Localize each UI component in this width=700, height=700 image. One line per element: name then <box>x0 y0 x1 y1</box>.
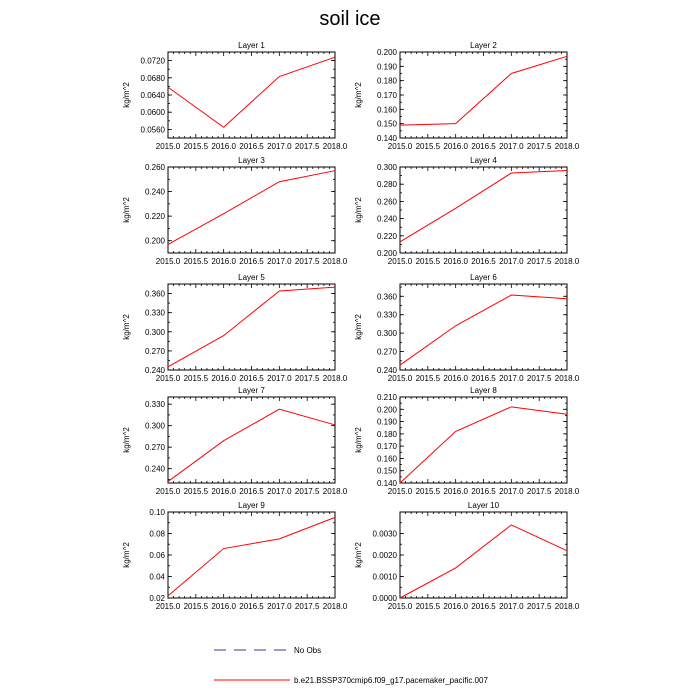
x-tick-label: 2017.0 <box>499 142 524 151</box>
y-tick-label: 0.240 <box>144 464 165 474</box>
y-axis-label: kg/m^2 <box>354 427 363 453</box>
series-line <box>400 407 567 483</box>
y-tick-label: 0.300 <box>144 421 165 431</box>
plot-frame <box>168 52 335 138</box>
x-tick-label: 2018.0 <box>554 487 580 496</box>
x-tick-label: 2017.5 <box>526 487 552 496</box>
x-tick-label: 2018.0 <box>554 142 580 151</box>
y-tick-label: 0.240 <box>376 214 397 224</box>
series-line <box>168 171 335 245</box>
x-tick-label: 2017.5 <box>294 487 320 496</box>
panel-layer-3 <box>122 156 348 266</box>
x-tick-label: 2015.0 <box>387 142 413 151</box>
panel-title: Layer 8 <box>470 386 497 395</box>
plot-frame <box>400 52 567 138</box>
x-tick-label: 2016.5 <box>239 142 264 151</box>
y-tick-label: 0.270 <box>144 346 165 356</box>
panel-title: Layer 7 <box>238 386 265 395</box>
x-tick-label: 2017.0 <box>499 602 524 611</box>
x-tick-label: 2017.5 <box>526 374 552 383</box>
y-tick-label: 0.0720 <box>140 56 165 66</box>
y-tick-label: 0.360 <box>376 292 397 302</box>
plot-frame <box>168 397 335 483</box>
panel-layer-10 <box>354 501 580 611</box>
y-tick-label: 0.190 <box>376 417 397 427</box>
y-tick-label: 0.0560 <box>140 125 165 135</box>
series-line <box>168 409 335 481</box>
x-tick-label: 2017.0 <box>267 602 292 611</box>
x-tick-label: 2017.5 <box>526 142 552 151</box>
legend <box>214 646 488 685</box>
x-tick-label: 2016.0 <box>211 142 236 151</box>
x-tick-label: 2015.0 <box>155 602 181 611</box>
y-axis-label: kg/m^2 <box>122 427 131 453</box>
x-tick-label: 2015.5 <box>183 142 209 151</box>
y-tick-label: 0.200 <box>144 236 165 246</box>
series-line <box>400 295 567 365</box>
y-tick-label: 0.0640 <box>140 91 165 100</box>
y-tick-label: 0.190 <box>376 62 397 72</box>
x-tick-label: 2017.5 <box>526 602 552 611</box>
y-tick-label: 0.180 <box>376 76 397 86</box>
plot-frame <box>400 512 567 598</box>
panel-layer-2 <box>354 41 580 151</box>
y-tick-label: 0.140 <box>376 479 397 488</box>
x-tick-label: 2017.0 <box>499 487 524 496</box>
x-tick-label: 2015.0 <box>155 487 181 496</box>
x-tick-label: 2017.5 <box>526 257 552 266</box>
plot-frame <box>400 167 567 253</box>
legend-obs-label: No Obs <box>294 646 322 655</box>
y-tick-label: 0.360 <box>144 289 165 299</box>
series-line <box>400 56 567 125</box>
series-line <box>400 525 567 598</box>
y-tick-label: 0.0020 <box>372 551 397 560</box>
y-tick-label: 0.300 <box>376 163 397 172</box>
panel-title: Layer 6 <box>470 273 497 282</box>
y-tick-label: 0.02 <box>149 594 165 603</box>
panels <box>122 41 580 611</box>
panel-layer-7 <box>122 386 348 496</box>
x-tick-label: 2016.0 <box>211 257 236 266</box>
y-tick-label: 0.240 <box>376 366 397 375</box>
x-tick-label: 2017.0 <box>267 142 292 151</box>
x-tick-label: 2017.0 <box>267 374 292 383</box>
series-line <box>400 170 567 241</box>
plot-frame <box>168 512 335 598</box>
figure-title: soil ice <box>319 8 381 30</box>
x-tick-label: 2015.0 <box>155 374 181 383</box>
x-tick-label: 2018.0 <box>554 602 580 611</box>
panel-layer-5 <box>122 273 348 383</box>
x-tick-label: 2016.5 <box>239 257 264 266</box>
y-tick-label: 0.260 <box>144 163 165 172</box>
x-tick-label: 2016.5 <box>471 257 496 266</box>
y-axis-label: kg/m^2 <box>354 82 363 108</box>
legend-model-label: b.e21.BSSP370cmip6.f09_g17.pacemaker_pacific.007 <box>294 676 488 685</box>
x-tick-label: 2018.0 <box>554 257 580 266</box>
x-tick-label: 2016.5 <box>471 374 496 383</box>
x-tick-label: 2015.0 <box>387 487 413 496</box>
x-tick-label: 2017.0 <box>499 374 524 383</box>
series-line <box>168 57 335 127</box>
y-tick-label: 0.270 <box>376 347 397 357</box>
y-tick-label: 0.0600 <box>140 108 165 118</box>
y-tick-label: 0.220 <box>376 231 397 241</box>
x-tick-label: 2015.0 <box>155 142 181 151</box>
x-tick-label: 2018.0 <box>322 602 348 611</box>
x-tick-label: 2016.5 <box>239 374 264 383</box>
x-tick-label: 2016.5 <box>471 602 496 611</box>
y-axis-label: kg/m^2 <box>354 542 363 568</box>
y-axis-label: kg/m^2 <box>122 314 131 340</box>
y-tick-label: 0.330 <box>376 310 397 320</box>
y-axis-label: kg/m^2 <box>122 197 131 223</box>
y-axis-label: kg/m^2 <box>122 542 131 568</box>
panel-title: Layer 5 <box>238 273 265 282</box>
x-tick-label: 2015.5 <box>183 487 209 496</box>
x-tick-label: 2018.0 <box>322 142 348 151</box>
y-tick-label: 0.150 <box>376 466 397 476</box>
x-tick-label: 2016.5 <box>471 487 496 496</box>
y-tick-label: 0.140 <box>376 134 397 143</box>
y-tick-label: 0.260 <box>376 197 397 207</box>
x-tick-label: 2016.0 <box>211 602 236 611</box>
y-tick-label: 0.0680 <box>140 73 165 83</box>
panel-layer-4 <box>354 156 580 266</box>
x-tick-label: 2016.0 <box>443 374 468 383</box>
y-tick-label: 0.200 <box>376 48 397 57</box>
x-tick-label: 2016.0 <box>443 487 468 496</box>
y-tick-label: 0.180 <box>376 429 397 439</box>
x-tick-label: 2018.0 <box>322 374 348 383</box>
panel-title: Layer 3 <box>238 156 265 165</box>
y-tick-label: 0.150 <box>376 119 397 129</box>
y-tick-label: 0.280 <box>376 180 397 190</box>
y-axis-label: kg/m^2 <box>122 82 131 108</box>
panel-title: Layer 10 <box>467 501 500 510</box>
y-tick-label: 0.0000 <box>372 594 397 603</box>
x-tick-label: 2018.0 <box>322 257 348 266</box>
y-axis-label: kg/m^2 <box>354 197 363 223</box>
x-tick-label: 2016.0 <box>443 142 468 151</box>
y-tick-label: 0.0010 <box>372 572 397 582</box>
x-tick-label: 2016.5 <box>239 602 264 611</box>
x-tick-label: 2016.0 <box>443 257 468 266</box>
x-tick-label: 2017.5 <box>294 142 320 151</box>
x-tick-label: 2015.0 <box>155 257 181 266</box>
y-tick-label: 0.300 <box>376 329 397 339</box>
y-tick-label: 0.170 <box>376 442 397 452</box>
x-tick-label: 2015.0 <box>387 257 413 266</box>
x-tick-label: 2016.0 <box>211 374 236 383</box>
x-tick-label: 2017.5 <box>294 374 320 383</box>
series-line <box>168 517 335 595</box>
x-tick-label: 2018.0 <box>554 374 580 383</box>
y-tick-label: 0.220 <box>144 212 165 222</box>
y-tick-label: 0.200 <box>376 249 397 258</box>
panel-layer-6 <box>354 273 580 383</box>
x-tick-label: 2017.0 <box>499 257 524 266</box>
plot-frame <box>168 284 335 370</box>
x-tick-label: 2015.5 <box>183 374 209 383</box>
y-tick-label: 0.04 <box>149 572 165 582</box>
y-tick-label: 0.06 <box>149 551 165 560</box>
plot-frame <box>168 167 335 253</box>
x-tick-label: 2018.0 <box>322 487 348 496</box>
x-tick-label: 2017.5 <box>294 602 320 611</box>
y-tick-label: 0.330 <box>144 400 165 410</box>
panel-title: Layer 4 <box>470 156 497 165</box>
x-tick-label: 2015.5 <box>415 602 441 611</box>
y-tick-label: 0.160 <box>376 454 397 464</box>
plot-frame <box>400 397 567 483</box>
x-tick-label: 2015.5 <box>415 374 441 383</box>
y-tick-label: 0.0030 <box>372 529 397 539</box>
x-tick-label: 2015.5 <box>183 257 209 266</box>
y-tick-label: 0.210 <box>376 393 397 402</box>
y-tick-label: 0.200 <box>376 405 397 415</box>
y-tick-label: 0.330 <box>144 308 165 318</box>
x-tick-label: 2016.5 <box>239 487 264 496</box>
x-tick-label: 2015.5 <box>415 257 441 266</box>
x-tick-label: 2015.5 <box>183 602 209 611</box>
x-tick-label: 2015.5 <box>415 487 441 496</box>
y-axis-label: kg/m^2 <box>354 314 363 340</box>
panel-title: Layer 9 <box>238 501 265 510</box>
y-tick-label: 0.300 <box>144 327 165 337</box>
y-tick-label: 0.160 <box>376 105 397 115</box>
x-tick-label: 2017.0 <box>267 487 292 496</box>
panel-layer-1 <box>122 41 348 151</box>
panel-title: Layer 1 <box>238 41 265 50</box>
y-tick-label: 0.240 <box>144 187 165 197</box>
x-tick-label: 2016.5 <box>471 142 496 151</box>
x-tick-label: 2015.0 <box>387 374 413 383</box>
panel-title: Layer 2 <box>470 41 497 50</box>
x-tick-label: 2015.0 <box>387 602 413 611</box>
y-tick-label: 0.10 <box>149 508 165 517</box>
series-line <box>168 287 335 367</box>
y-tick-label: 0.270 <box>144 443 165 453</box>
x-tick-label: 2016.0 <box>211 487 236 496</box>
y-tick-label: 0.170 <box>376 91 397 100</box>
x-tick-label: 2015.5 <box>415 142 441 151</box>
panel-layer-9 <box>122 501 348 611</box>
x-tick-label: 2017.0 <box>267 257 292 266</box>
x-tick-label: 2017.5 <box>294 257 320 266</box>
panel-layer-8 <box>354 386 580 496</box>
y-tick-label: 0.240 <box>144 366 165 375</box>
x-tick-label: 2016.0 <box>443 602 468 611</box>
y-tick-label: 0.08 <box>149 529 165 539</box>
